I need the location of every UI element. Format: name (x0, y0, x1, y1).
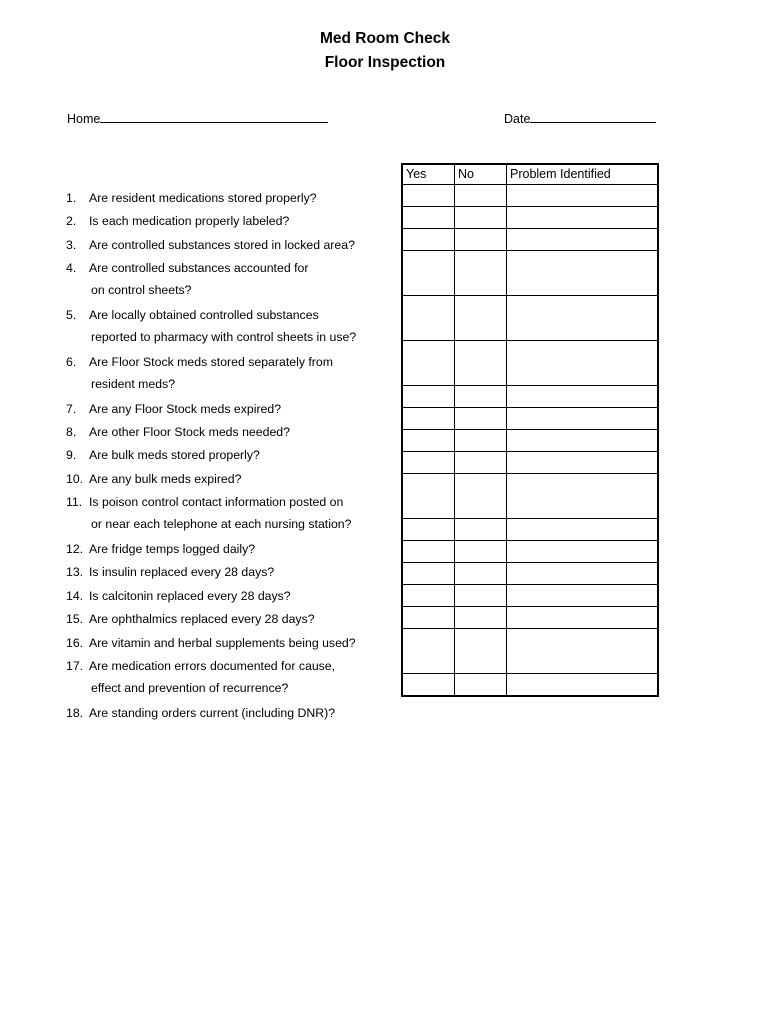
no-cell[interactable] (455, 207, 507, 229)
question-item (66, 538, 255, 560)
question-item (66, 491, 351, 535)
home-blank-line[interactable] (100, 110, 328, 123)
form-title: Med Room Check (319, 30, 451, 47)
problem-cell[interactable] (507, 296, 659, 341)
no-cell[interactable] (455, 674, 507, 697)
question-item (66, 304, 356, 348)
no-cell[interactable] (455, 563, 507, 585)
question-text: Are Floor Stock meds stored separately from (89, 354, 333, 369)
no-cell[interactable] (455, 474, 507, 519)
no-cell[interactable] (455, 430, 507, 452)
problem-cell[interactable] (507, 541, 659, 563)
question-text: Are any Floor Stock meds expired? (89, 401, 282, 416)
question-number: 15. (66, 612, 84, 627)
yes-cell[interactable] (402, 207, 455, 229)
grid-row (402, 430, 658, 452)
grid-row (402, 341, 658, 386)
question-number: 12. (66, 542, 84, 556)
grid-row (402, 674, 658, 697)
yes-cell[interactable] (402, 341, 455, 386)
problem-cell[interactable] (507, 629, 659, 674)
question-text: Is poison control contact information posted on (89, 495, 344, 510)
question-text-continued: reported to pharmacy with control sheets in use? (91, 330, 357, 344)
question-text: Are vitamin and herbal supplements being used? (89, 635, 356, 650)
problem-cell[interactable] (507, 474, 659, 519)
question-number: 7. (66, 401, 77, 416)
grid-row (402, 629, 658, 674)
problem-cell[interactable] (507, 251, 659, 296)
question-text: Are other Floor Stock meds needed? (89, 425, 290, 439)
question-item (66, 187, 317, 209)
yes-cell[interactable] (402, 474, 455, 519)
problem-column-header: Problem Identified (507, 164, 659, 185)
no-cell[interactable] (455, 629, 507, 674)
question-text: Are any bulk meds expired? (89, 471, 242, 486)
question-text-continued: on control sheets? (91, 283, 192, 298)
question-text: Is each medication properly labeled? (89, 214, 290, 229)
problem-cell[interactable] (507, 207, 659, 229)
grid-row (402, 251, 658, 296)
no-cell[interactable] (455, 452, 507, 474)
no-cell[interactable] (455, 408, 507, 430)
yes-cell[interactable] (402, 386, 455, 408)
question-number: 3. (66, 237, 77, 252)
question-item (66, 468, 241, 490)
question-text: Is calcitonin replaced every 28 days? (89, 588, 291, 603)
question-number: 1. (66, 191, 77, 205)
question-number: 17. (66, 659, 84, 673)
no-cell[interactable] (455, 341, 507, 386)
question-item (66, 234, 355, 256)
date-label: Date (504, 112, 531, 126)
question-text: Are resident medications stored properly? (89, 191, 317, 205)
yes-cell[interactable] (402, 541, 455, 563)
question-text: Are controlled substances accounted for (89, 261, 309, 276)
home-label: Home (67, 112, 101, 126)
yes-cell[interactable] (402, 519, 455, 541)
grid-row (402, 408, 658, 430)
question-number: 13. (66, 565, 84, 580)
problem-cell[interactable] (507, 585, 659, 607)
question-number: 6. (66, 354, 77, 369)
yes-cell[interactable] (402, 607, 455, 629)
yes-cell[interactable] (402, 296, 455, 341)
problem-cell[interactable] (507, 563, 659, 585)
grid-row (402, 296, 658, 341)
problem-cell[interactable] (507, 341, 659, 386)
grid-row (402, 474, 658, 519)
question-text-continued: effect and prevention of recurrence? (91, 681, 289, 695)
yes-cell[interactable] (402, 585, 455, 607)
grid-row (402, 585, 658, 607)
yes-cell[interactable] (402, 229, 455, 251)
question-item (66, 561, 274, 583)
question-text: Are controlled substances stored in locked area? (89, 237, 355, 252)
question-number: 18. (66, 705, 84, 720)
yes-cell[interactable] (402, 629, 455, 674)
grid-row (402, 519, 658, 541)
no-cell[interactable] (455, 229, 507, 251)
grid-row (402, 386, 658, 408)
question-item (66, 257, 308, 301)
question-item (66, 351, 333, 395)
question-number: 11. (66, 495, 83, 510)
question-number: 8. (66, 425, 77, 439)
question-item (66, 210, 289, 232)
no-cell[interactable] (455, 296, 507, 341)
yes-cell[interactable] (402, 430, 455, 452)
question-number: 4. (66, 261, 77, 276)
question-item (66, 421, 290, 443)
problem-cell[interactable] (507, 185, 659, 207)
yes-cell[interactable] (402, 251, 455, 296)
question-text: Are ophthalmics replaced every 28 days? (89, 612, 315, 627)
problem-cell[interactable] (507, 229, 659, 251)
question-item (66, 655, 335, 699)
no-cell[interactable] (455, 585, 507, 607)
no-cell[interactable] (455, 185, 507, 207)
grid-row (402, 185, 658, 207)
question-text: Are standing orders current (including DNR)? (89, 705, 336, 720)
question-item (66, 444, 260, 466)
question-text: Are bulk meds stored properly? (89, 448, 260, 463)
question-item (66, 398, 281, 420)
question-text: Are medication errors documented for cause, (89, 659, 336, 673)
yes-cell[interactable] (402, 452, 455, 474)
no-cell[interactable] (455, 251, 507, 296)
yes-cell[interactable] (402, 563, 455, 585)
question-text: Are locally obtained controlled substances (89, 308, 319, 322)
inspection-grid (401, 163, 659, 697)
question-number: 14. (66, 588, 84, 603)
yes-cell[interactable] (402, 408, 455, 430)
date-field[interactable] (504, 110, 656, 126)
question-number: 9. (66, 448, 77, 463)
problem-cell[interactable] (507, 607, 659, 629)
question-text: Are fridge temps logged daily? (89, 542, 256, 556)
problem-cell[interactable] (507, 452, 659, 474)
yes-column-header: Yes (402, 164, 455, 185)
question-number: 16. (66, 635, 84, 650)
no-cell[interactable] (455, 386, 507, 408)
problem-cell[interactable] (507, 430, 659, 452)
yes-cell[interactable] (402, 674, 455, 697)
question-number: 5. (66, 308, 77, 322)
grid-row (402, 541, 658, 563)
no-column-header: No (455, 164, 507, 185)
question-item (66, 608, 315, 630)
question-number: 2. (66, 214, 77, 229)
no-cell[interactable] (455, 541, 507, 563)
problem-cell[interactable] (507, 386, 659, 408)
grid-row (402, 563, 658, 585)
question-item (66, 632, 356, 654)
no-cell[interactable] (455, 607, 507, 629)
question-text-continued: or near each telephone at each nursing station? (91, 517, 352, 532)
problem-cell[interactable] (507, 519, 659, 541)
yes-cell[interactable] (402, 185, 455, 207)
problem-cell[interactable] (507, 408, 659, 430)
no-cell[interactable] (455, 519, 507, 541)
home-field[interactable] (67, 110, 328, 126)
question-item (66, 585, 291, 607)
question-item (66, 702, 335, 724)
form-subtitle: Floor Inspection (324, 54, 446, 71)
problem-cell[interactable] (507, 674, 659, 697)
date-blank-line[interactable] (530, 110, 656, 123)
question-text-continued: resident meds? (91, 376, 176, 391)
question-text: Is insulin replaced every 28 days? (89, 565, 275, 580)
question-number: 10. (66, 471, 84, 486)
grid-row (402, 452, 658, 474)
grid-row (402, 207, 658, 229)
grid-row (402, 229, 658, 251)
grid-row (402, 607, 658, 629)
